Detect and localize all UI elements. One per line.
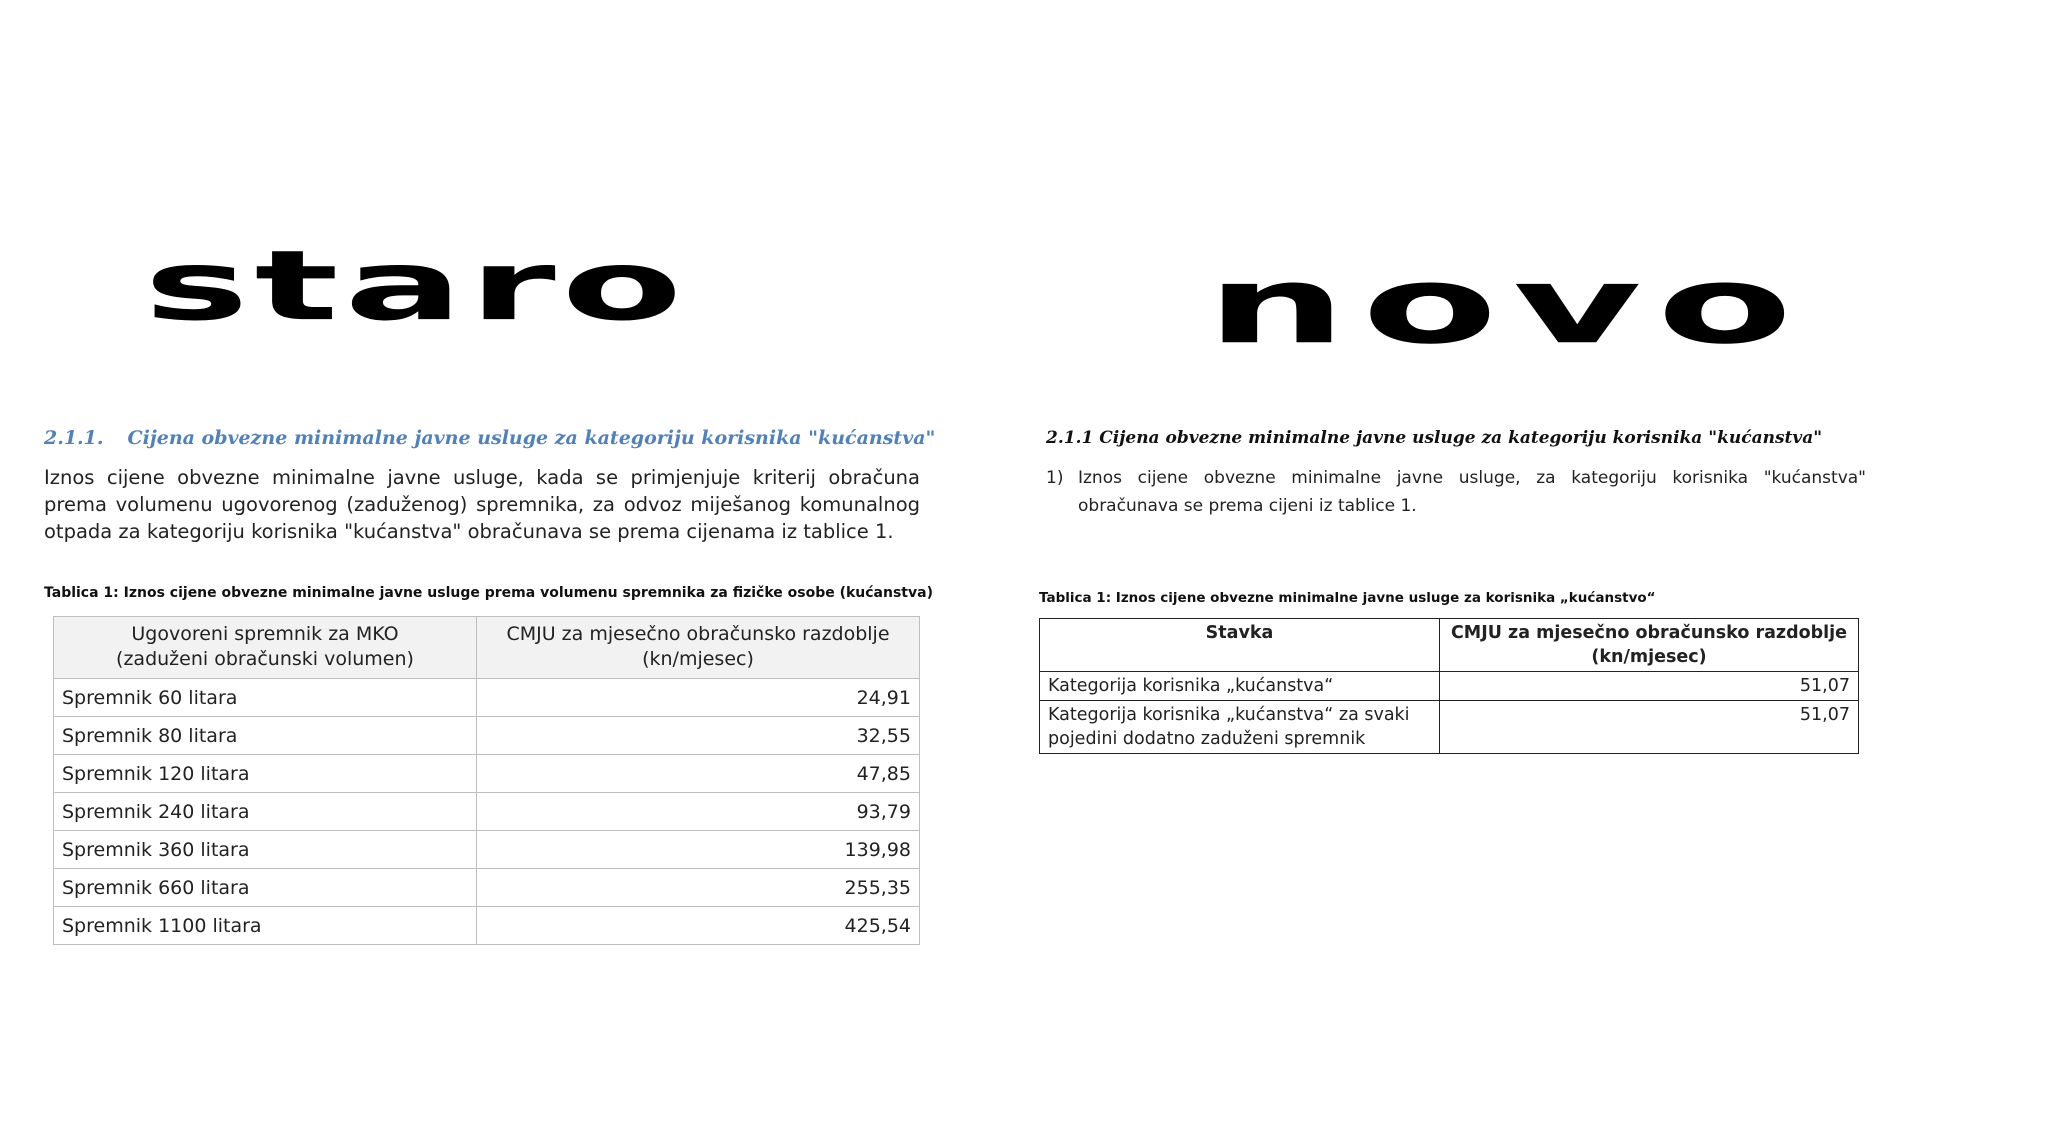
row-label: Spremnik 240 litara (54, 793, 477, 831)
row-value: 51,07 (1440, 701, 1859, 754)
row-value: 32,55 (477, 717, 920, 755)
old-header-container-line2: (zaduženi obračunski volumen) (116, 648, 414, 670)
list-marker: 1) (1046, 468, 1064, 488)
row-label: Spremnik 660 litara (54, 869, 477, 907)
old-header-price (477, 617, 920, 679)
row-label-line1: Kategorija korisnika „kućanstva“ za svaki (1048, 705, 1410, 725)
new-list-item (1046, 464, 1866, 520)
row-label (1040, 701, 1440, 754)
table-row (1040, 672, 1859, 701)
row-value: 255,35 (477, 869, 920, 907)
new-header-price-line2: (kn/mjesec) (1591, 647, 1707, 667)
new-header-price (1440, 619, 1859, 672)
staro-title: staro (144, 230, 689, 343)
row-value: 93,79 (477, 793, 920, 831)
old-table-caption: Tablica 1: Iznos cijene obvezne minimalne javne usluge prema volumenu spremnika za fizičke osobe (kućanstva) (44, 585, 933, 601)
row-label: Spremnik 60 litara (54, 679, 477, 717)
table-row (54, 907, 920, 945)
old-header-price-line1: CMJU za mjesečno obračunsko razdoblje (506, 623, 890, 645)
old-header-price-line2: (kn/mjesec) (642, 648, 754, 670)
old-paragraph: Iznos cijene obvezne minimalne javne usluge, kada se primjenjuje kriterij obračuna prema volumenu ugovorenog (zaduženog) spremnika, za odvoz miješanog komunalnog otpada za kategoriju korisnika "kućanstva" obračunava se prema cijenama iz tablice 1. (44, 466, 920, 543)
row-label: Spremnik 80 litara (54, 717, 477, 755)
new-price-table (1039, 618, 1859, 754)
new-table-caption: Tablica 1: Iznos cijene obvezne minimalne javne usluge za korisnika „kućanstvo“ (1039, 590, 1656, 606)
row-value: 47,85 (477, 755, 920, 793)
new-header-item: Stavka (1040, 619, 1440, 672)
table-row (54, 717, 920, 755)
row-label-line2: pojedini dodatno zaduženi spremnik (1048, 729, 1366, 749)
old-section-title: Cijena obvezne minimalne javne usluge za kategoriju korisnika "kućanstva" (127, 427, 936, 449)
table-row (54, 831, 920, 869)
row-label: Spremnik 360 litara (54, 831, 477, 869)
table-row (54, 869, 920, 907)
new-header-price-line1: CMJU za mjesečno obračunsko razdoblje (1450, 623, 1848, 643)
new-section-heading: 2.1.1 Cijena obvezne minimalne javne usluge za kategoriju korisnika "kućanstva" (1046, 428, 1823, 448)
table-row (54, 679, 920, 717)
row-value: 24,91 (477, 679, 920, 717)
old-section-number: 2.1.1. (44, 427, 104, 449)
list-item-text: Iznos cijene obvezne minimalne javne usluge, za kategoriju korisnika "kućanstva" obračunava se prema cijeni iz tablice 1. (1078, 468, 1866, 516)
row-value: 139,98 (477, 831, 920, 869)
row-label: Kategorija korisnika „kućanstva“ (1040, 672, 1440, 701)
row-label: Spremnik 1100 litara (54, 907, 477, 945)
row-label: Spremnik 120 litara (54, 755, 477, 793)
row-value: 425,54 (477, 907, 920, 945)
old-header-container (54, 617, 477, 679)
table-row (1040, 701, 1859, 754)
table-row (54, 755, 920, 793)
old-section-heading (44, 427, 935, 449)
table-row (54, 793, 920, 831)
old-price-table (53, 616, 920, 945)
new-table-header-row (1040, 619, 1859, 672)
old-header-container-line1: Ugovoreni spremnik za MKO (131, 623, 399, 645)
novo-title: novo (1206, 242, 1808, 368)
row-value: 51,07 (1440, 672, 1859, 701)
old-table-header-row (54, 617, 920, 679)
